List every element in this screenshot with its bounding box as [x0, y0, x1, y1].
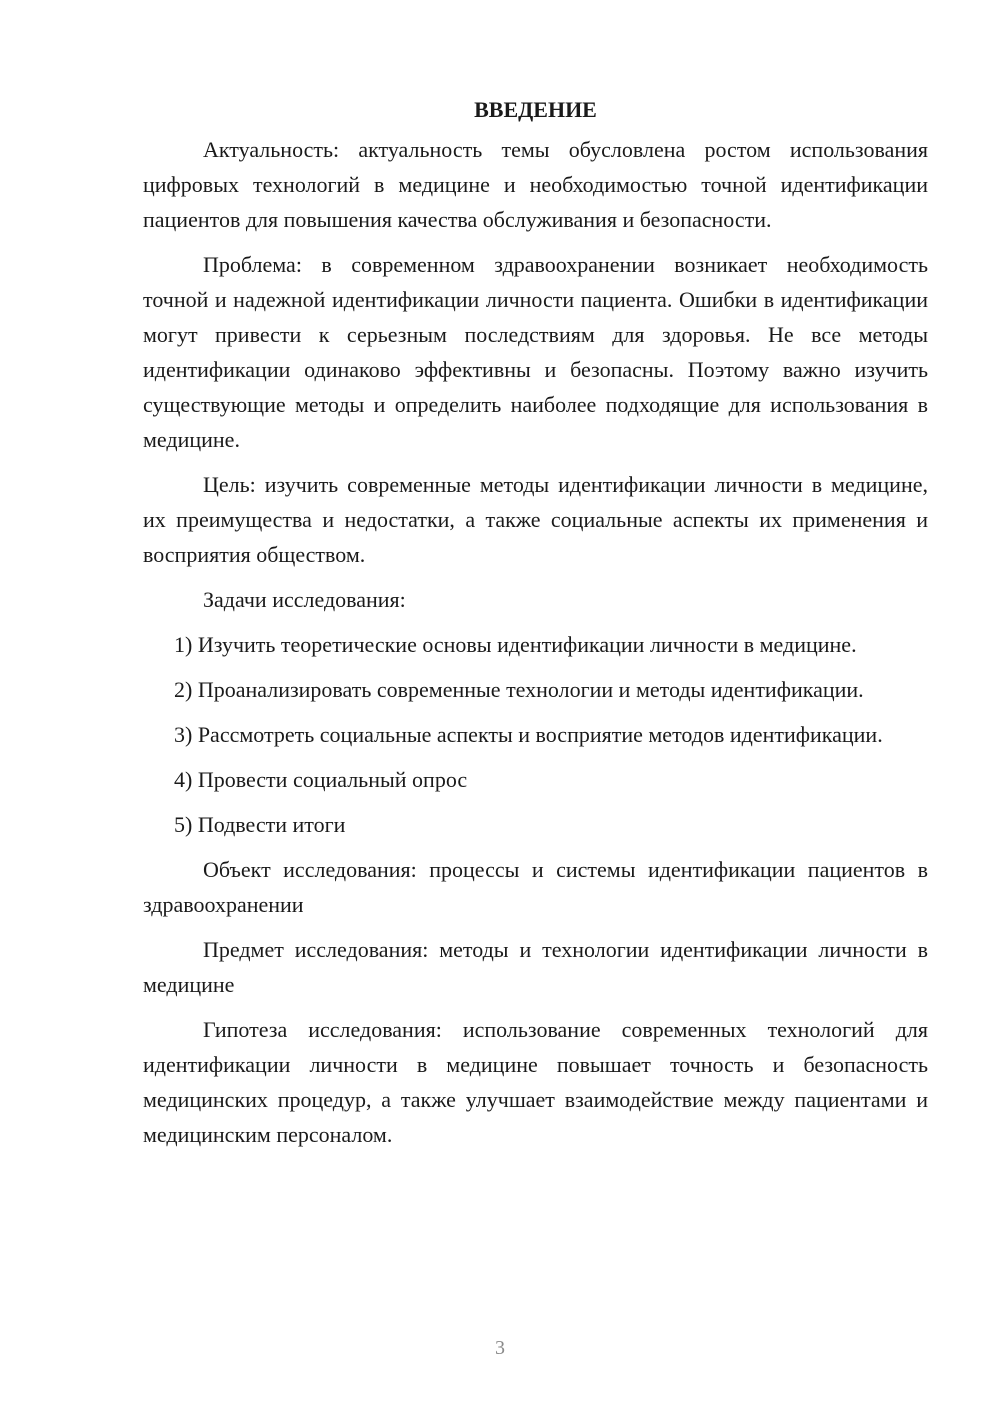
paragraph-subject: Предмет исследования: методы и технологии идентификации личности в медицине — [143, 937, 928, 997]
page-number: 3 — [495, 1337, 505, 1359]
paragraph-hypothesis: Гипотеза исследования: использование современных технологий для идентификации личности в медицине повышает точность и безопасность медицинских процедур, а также улучшает взаимодействие между пациентами и медицинским персоналом. — [143, 1017, 928, 1147]
paragraph-problem: Проблема: в современном здравоохранении возникает необходимость точной и надежной идентификации личности пациента. Ошибки в идентификации могут привести к серьезным последствиям для здоровья. Не все методы идентификации одинаково эффективны и безопасны. Поэтому важно изучить существующие методы и определить наиболее подходящие для использования в медицине. — [143, 252, 928, 452]
paragraph-tasks-heading: Задачи исследования: — [203, 587, 406, 612]
task-item-4: 4) Провести социальный опрос — [174, 767, 468, 792]
paragraph-relevance: Актуальность: актуальность темы обусловлена ростом использования цифровых технологий в медицине и необходимостью точной идентификации пациентов для повышения качества обслуживания и безопасности. — [143, 137, 928, 232]
page-content — [143, 92, 928, 1162]
task-item-3: 3) Рассмотреть социальные аспекты и восприятие методов идентификации. — [174, 722, 883, 747]
paragraph-goal: Цель: изучить современные методы идентификации личности в медицине, их преимущества и недостатки, а также социальные аспекты их применения и восприятия обществом. — [143, 472, 928, 567]
paragraph-object: Объект исследования: процессы и системы идентификации пациентов в здравоохранении — [143, 857, 928, 917]
task-item-2: 2) Проанализировать современные технологии и методы идентификации. — [174, 677, 864, 702]
task-item-5: 5) Подвести итоги — [174, 812, 346, 837]
task-item-1: 1) Изучить теоретические основы идентификации личности в медицине. — [174, 632, 857, 657]
section-title: ВВЕДЕНИЕ — [474, 97, 597, 122]
